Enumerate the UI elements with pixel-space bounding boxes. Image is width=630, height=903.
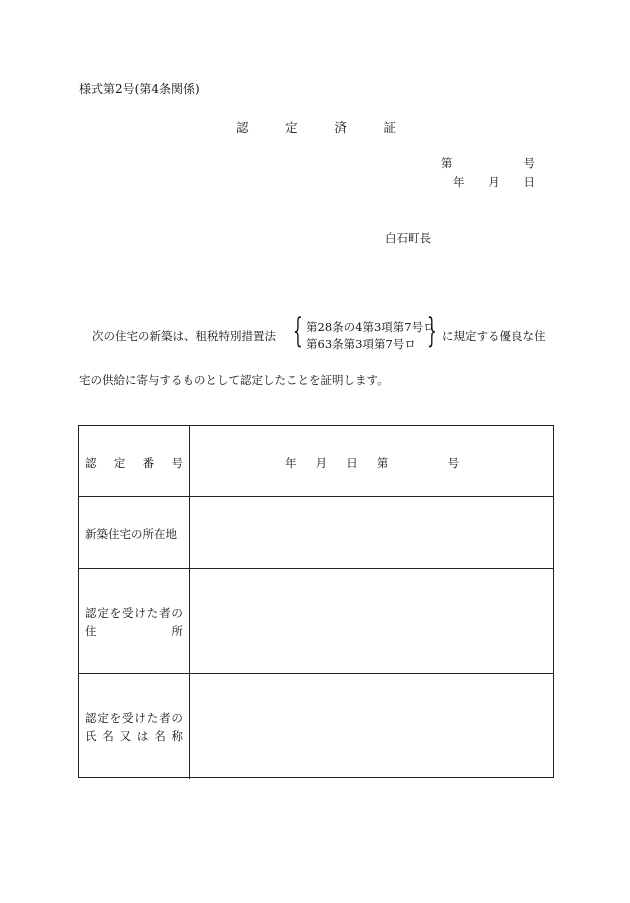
document-title	[236, 118, 396, 136]
label-char: を	[109, 606, 122, 620]
table-row-certification-number	[79, 426, 553, 497]
certificate-number-line	[441, 155, 535, 171]
title-char: 定	[285, 120, 298, 135]
label-char: 者	[159, 606, 171, 620]
location-value[interactable]	[190, 497, 553, 568]
label-char: 認	[85, 711, 97, 725]
label-char: 者	[159, 711, 171, 725]
label-char: 名	[102, 729, 114, 743]
label-char: 受	[122, 606, 134, 620]
value-year: 年	[285, 456, 297, 470]
label-char: 号	[171, 456, 183, 470]
date-day: 日	[523, 175, 535, 189]
date-month: 月	[488, 175, 500, 189]
label-char: 定	[97, 711, 109, 725]
label-char: 受	[122, 711, 134, 725]
label-char: 名	[154, 729, 166, 743]
label-cell	[79, 497, 190, 568]
body-lead-text: 次の住宅の新築は、租税特別措置法	[92, 329, 276, 343]
value-number-suffix: 号	[447, 456, 459, 470]
table-row-name	[79, 674, 553, 779]
label-cell	[79, 674, 190, 779]
name-label-line1	[85, 710, 183, 726]
label-char: 認	[85, 456, 97, 470]
label-char: 又	[119, 729, 132, 743]
location-label: 新築住宅の所在地	[85, 527, 177, 541]
number-suffix: 号	[523, 156, 535, 170]
value-day: 日	[346, 456, 358, 470]
law-option-1: 第28条の4第3項第7号ロ	[306, 320, 435, 334]
value-number-prefix: 第	[376, 456, 389, 470]
label-cell	[79, 426, 190, 496]
form-label: 様式第2号(第4条関係)	[79, 82, 200, 96]
label-char: 所	[171, 624, 183, 638]
body-trail-text: に規定する優良な住	[442, 329, 546, 343]
label-char: け	[134, 711, 146, 725]
label-char: 住	[85, 624, 97, 638]
law-option-2: 第63条第3項第7号ロ	[306, 337, 416, 351]
certification-date-number	[285, 455, 459, 471]
label-char: 番	[142, 456, 155, 470]
address-label-line2	[85, 623, 183, 639]
label-char: の	[171, 606, 183, 620]
label-char: 定	[97, 606, 109, 620]
label-char: の	[171, 711, 183, 725]
label-char: を	[109, 711, 122, 725]
table-row-location	[79, 497, 553, 569]
label-char: は	[136, 729, 149, 743]
label-char: 称	[171, 729, 183, 743]
address-value[interactable]	[190, 569, 553, 673]
name-label-line2	[85, 728, 183, 744]
value-month: 月	[315, 456, 328, 470]
label-char: た	[146, 711, 159, 725]
number-prefix: 第	[441, 156, 453, 170]
label-char: た	[146, 606, 159, 620]
right-brace-icon: }	[427, 311, 437, 351]
label-char: 認	[85, 606, 97, 620]
left-brace-icon: {	[293, 311, 303, 351]
name-value[interactable]	[190, 674, 553, 779]
title-char: 認	[236, 120, 249, 135]
issue-date-line	[453, 174, 535, 190]
label-char: 氏	[85, 729, 97, 743]
title-char: 証	[383, 120, 396, 135]
table-row-address	[79, 569, 553, 674]
label-cell	[79, 569, 190, 673]
certification-number-value[interactable]	[190, 426, 553, 496]
address-label-line1	[85, 605, 183, 621]
date-year: 年	[453, 175, 465, 189]
certificate-table	[78, 425, 554, 778]
title-char: 済	[334, 120, 347, 135]
body-second-line: 宅の供給に寄与するものとして認定したことを証明します。	[79, 373, 389, 387]
issuer-name: 白石町長	[385, 231, 431, 245]
certification-number-label	[85, 455, 183, 471]
label-char: け	[134, 606, 146, 620]
label-char: 定	[113, 456, 126, 470]
